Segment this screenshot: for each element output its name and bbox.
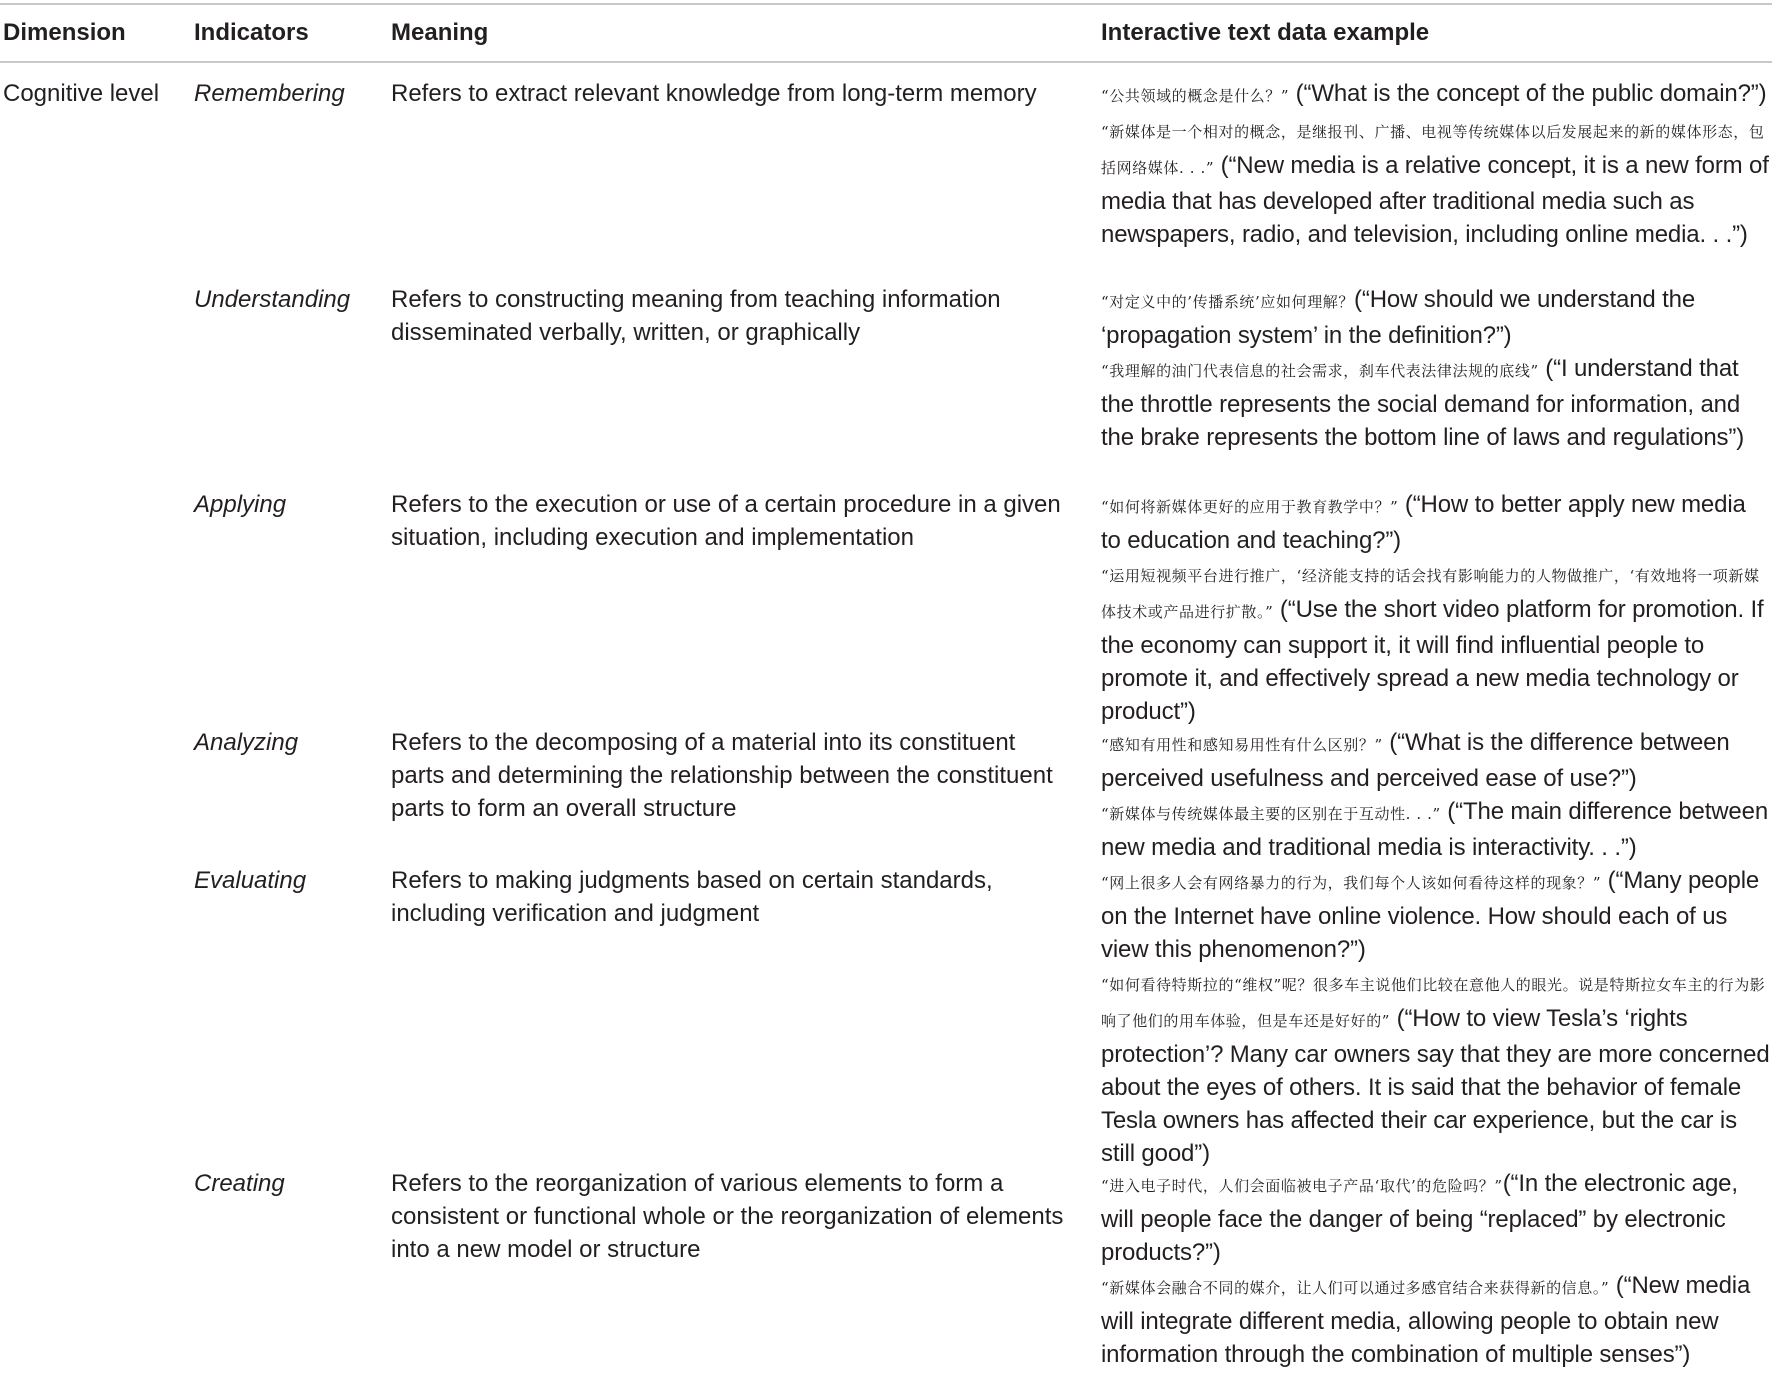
example-evaluating <box>1101 864 1771 1170</box>
meaning-creating: Refers to the reorganization of various elements to form a consistent or functional whole or the reorganization of elements into a new model or structure <box>391 1170 1064 1263</box>
meaning-understanding: Refers to constructing meaning from teaching information disseminated verbally, written, or graphically <box>391 286 1001 346</box>
example-en: (“New media will integrate different media, allowing people to obtain new information through the combination of multiple senses”) <box>1101 1272 1751 1368</box>
indicator-evaluating: Evaluating <box>194 867 307 894</box>
example-zh: “新媒体是一个相对的概念，是继报刊、广播、电视等传统媒体以后发展起来的新的媒体形态，包括网络媒体. . .” <box>1101 123 1765 177</box>
example-zh: “新媒体会融合不同的媒介，让人们可以通过多感官结合来获得新的信息。” <box>1101 1279 1610 1297</box>
example-zh: “我理解的油门代表信息的社会需求，刹车代表法律法规的底线” <box>1101 362 1539 380</box>
example-en: (“How should we understand the ‘propagation system’ in the definition?”) <box>1101 286 1696 349</box>
example-en: (“I understand that the throttle represents the social demand for information, and the brake represents the bottom line of laws and regulations”) <box>1101 355 1745 451</box>
example-remembering <box>1101 77 1771 251</box>
meaning-analyzing: Refers to the decomposing of a material into its constituent parts and determining the relationship between the constituent parts to form an overall structure <box>391 729 1053 822</box>
example-analyzing <box>1101 726 1771 864</box>
example-en: (“New media is a relative concept, it is a new form of media that has developed after traditional media such as newspapers, radio, and television, including online media. . .”) <box>1101 152 1769 248</box>
meaning-applying: Refers to the execution or use of a certain procedure in a given situation, including execution and implementation <box>391 491 1061 551</box>
example-en: (“The main difference between new media and traditional media is interactivity. . .”) <box>1101 798 1769 861</box>
example-applying <box>1101 488 1771 728</box>
example-en: (“What is the difference between perceived usefulness and perceived ease of use?”) <box>1101 729 1730 792</box>
example-paragraph <box>1101 352 1771 454</box>
example-paragraph <box>1101 795 1771 864</box>
header-indicators: Indicators <box>194 19 309 46</box>
example-paragraph <box>1101 966 1771 1170</box>
example-zh: “运用短视频平台进行推广，‘经济能支持的话会找有影响能力的人物做推广，‘有效地将一项新媒体技术或产品进行扩散。” <box>1101 567 1760 621</box>
example-en: (“In the electronic age, will people face the danger of being “replaced” by electronic products?”) <box>1101 1170 1738 1266</box>
example-en: (“Many people on the Internet have online violence. How should each of us view this phenomenon?”) <box>1101 867 1760 963</box>
example-zh: “如何将新媒体更好的应用于教育教学中？” <box>1101 498 1399 516</box>
indicator-applying: Applying <box>194 491 287 518</box>
example-en: (“How to better apply new media to education and teaching?”) <box>1101 491 1746 554</box>
example-paragraph <box>1101 488 1771 557</box>
example-zh: “网上很多人会有网络暴力的行为，我们每个人该如何看待这样的现象？” <box>1101 874 1602 892</box>
indicator-remembering: Remembering <box>194 80 345 107</box>
example-zh: “对定义中的’传播系统’应如何理解？ <box>1101 293 1355 311</box>
example-paragraph <box>1101 283 1771 352</box>
indicator-analyzing: Analyzing <box>194 729 299 756</box>
example-en: (“How to view Tesla’s ‘rights protection’? Many car owners say that they are more concerned about the eyes of others. It is said that the behavior of female Tesla owners has affected their car experience, but the car is still good”) <box>1101 1005 1770 1167</box>
meaning-evaluating: Refers to making judgments based on certain standards, including verification and judgment <box>391 867 993 927</box>
header-rule <box>0 61 1772 63</box>
example-paragraph <box>1101 864 1771 966</box>
example-paragraph <box>1101 77 1771 113</box>
example-en: (“What is the concept of the public domain?”) <box>1289 80 1767 107</box>
header-meaning: Meaning <box>391 19 489 46</box>
example-zh: “如何看待特斯拉的“维权”呢？很多车主说他们比较在意他人的眼光。说是特斯拉女车主的行为影响了他们的用车体验，但是车还是好好的” <box>1101 976 1766 1030</box>
example-zh: “公共领域的概念是什么？” <box>1101 87 1290 105</box>
example-paragraph <box>1101 557 1771 728</box>
example-zh: “进入电子时代，人们会面临被电子产品‘取代’的危险吗？” <box>1101 1177 1503 1195</box>
example-creating <box>1101 1167 1771 1371</box>
indicator-understanding: Understanding <box>194 286 351 313</box>
indicator-creating: Creating <box>194 1170 285 1197</box>
example-paragraph <box>1101 1269 1771 1371</box>
example-paragraph <box>1101 113 1771 251</box>
example-en: (“Use the short video platform for promotion. If the economy can support it, it will find influential people to promote it, and effectively spread a new media technology or product”) <box>1101 596 1764 725</box>
example-zh: “感知有用性和感知易用性有什么区别？” <box>1101 736 1383 754</box>
example-paragraph <box>1101 1167 1771 1269</box>
table-top-rule <box>0 3 1772 5</box>
header-example: Interactive text data example <box>1101 19 1430 46</box>
header-dimension: Dimension <box>3 19 126 46</box>
example-zh: “新媒体与传统媒体最主要的区别在于互动性. . .” <box>1101 805 1441 823</box>
example-understanding <box>1101 283 1771 454</box>
dimension-cell: Cognitive level <box>3 80 160 107</box>
meaning-remembering: Refers to extract relevant knowledge from long-term memory <box>391 80 1037 107</box>
example-paragraph <box>1101 726 1771 795</box>
